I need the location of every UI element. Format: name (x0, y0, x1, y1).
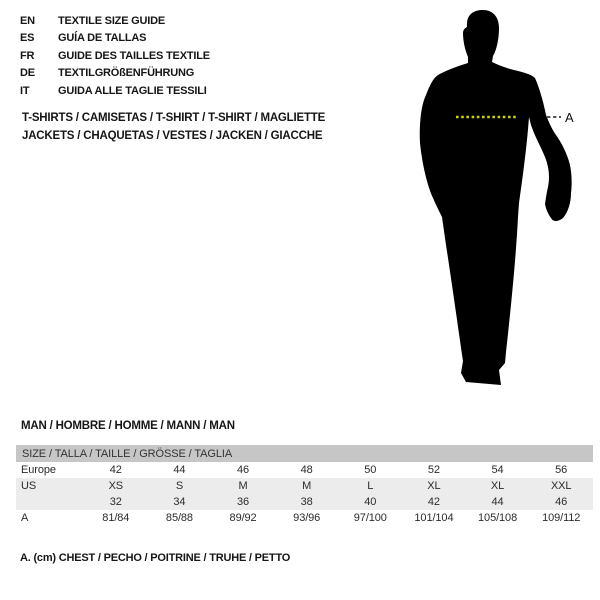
size-value: 81/84 (102, 512, 130, 524)
size-value: 42 (427, 496, 440, 508)
size-table-body (16, 462, 593, 526)
measurement-footnote: A. (cm) CHEST / PECHO / POITRINE / TRUHE / PETTO (20, 552, 291, 564)
language-title: GUÍA DE TALLAS (58, 32, 147, 45)
language-title: GUIDA ALLE TAGLIE TESSILI (58, 84, 207, 97)
size-value: XXL (550, 480, 572, 492)
size-value: XS (108, 480, 124, 492)
language-row (20, 30, 210, 47)
section-title-man: MAN / HOMBRE / HOMME / MANN / MAN (21, 420, 235, 432)
size-value: L (367, 480, 374, 492)
size-value: S (175, 480, 184, 492)
size-value: 32 (109, 496, 122, 508)
size-value: XL (490, 480, 505, 492)
language-title: TEXTILE SIZE GUIDE (58, 15, 166, 27)
size-value: 52 (427, 464, 440, 476)
size-value: XL (427, 480, 441, 492)
man-silhouette (405, 5, 580, 390)
size-value: 54 (491, 464, 504, 476)
language-title: GUIDE DES TAILLES TEXTILE (58, 49, 210, 62)
language-row (20, 48, 210, 65)
size-value: 50 (364, 464, 377, 476)
size-table (16, 445, 593, 526)
size-value: 109/112 (542, 512, 581, 524)
size-table-header: SIZE / TALLA / TAILLE / GRÖSSE / TAGLIA (16, 445, 593, 462)
language-row (20, 83, 210, 100)
table-row (16, 462, 593, 478)
language-code: IT (20, 84, 30, 97)
category-titles (22, 110, 325, 145)
language-code: ES (20, 32, 35, 45)
size-value: 85/88 (165, 512, 193, 524)
language-list (20, 13, 210, 100)
language-code: DE (20, 67, 35, 80)
size-value: 97/100 (353, 512, 387, 524)
row-label: A (21, 512, 29, 524)
table-row (16, 494, 593, 510)
size-value: 48 (300, 464, 313, 476)
size-value: M (238, 480, 248, 492)
size-value: 36 (237, 496, 250, 508)
man-silhouette-path (420, 10, 572, 385)
size-value: 93/96 (293, 512, 321, 524)
language-title: TEXTILGRÖßENFÜHRUNG (58, 67, 195, 80)
size-value: 34 (173, 496, 186, 508)
category-line-tshirts: T-SHIRTS / CAMISETAS / T-SHIRT / T-SHIRT / MAGLIETTE (22, 112, 326, 124)
size-value: 46 (237, 464, 250, 476)
measurement-figure (405, 5, 580, 390)
size-value: 105/108 (478, 512, 518, 524)
row-label: US (21, 480, 37, 492)
size-value: 42 (109, 464, 122, 476)
size-value: 89/92 (229, 512, 257, 524)
size-value: 44 (491, 496, 504, 508)
language-code: EN (20, 15, 35, 27)
row-label: Europe (21, 464, 56, 476)
table-row (16, 478, 593, 494)
language-code: FR (20, 49, 35, 62)
size-value: M (302, 480, 312, 492)
size-value: 38 (300, 496, 313, 508)
language-row (20, 13, 210, 30)
size-value: 46 (555, 496, 568, 508)
table-row (16, 510, 593, 526)
language-row (20, 65, 210, 82)
category-line-jackets: JACKETS / CHAQUETAS / VESTES / JACKEN / GIACCHE (22, 129, 323, 142)
size-value: 40 (364, 496, 377, 508)
size-value: 101/104 (414, 512, 454, 524)
size-value: 56 (555, 464, 568, 476)
size-value: 44 (173, 464, 186, 476)
measure-label-a: A (565, 110, 574, 125)
